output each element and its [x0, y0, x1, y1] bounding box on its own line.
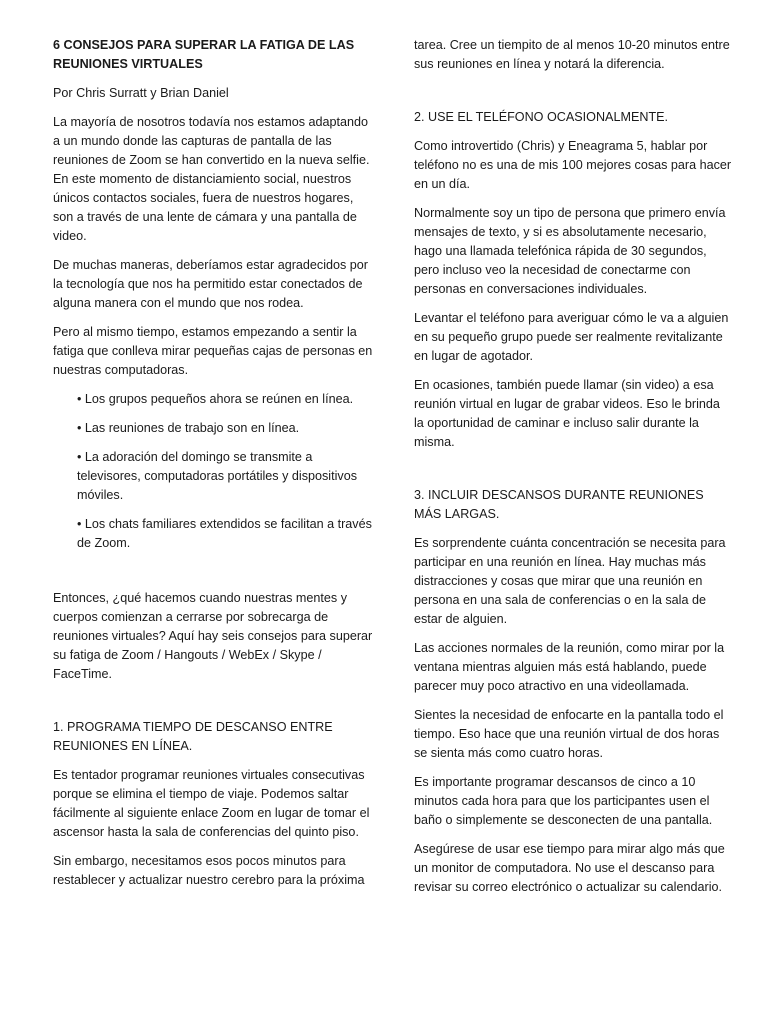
paragraph: Entonces, ¿qué hacemos cuando nuestras mentes y cuerpos comienzan a cerrarse por sobrecarga de reuniones virtuales? Aquí hay seis consejos para superar su fatiga de Zoom / Hangouts / WebEx / Skype / FaceTime.	[53, 591, 373, 681]
bullet-item: • La adoración del domingo se transmite a televisores, computadoras portátiles y dispositivos móviles.	[77, 450, 357, 502]
bullet-item: • Los chats familiares extendidos se facilitan a través de Zoom.	[77, 517, 372, 550]
paragraph: Pero al mismo tiempo, estamos empezando a sentir la fatiga que conlleva mirar pequeñas cajas de personas en nuestras computadoras.	[53, 325, 373, 377]
section-heading: 2. USE EL TELÉFONO OCASIONALMENTE.	[414, 110, 669, 124]
paragraph: Sientes la necesidad de enfocarte en la pantalla todo el tiempo. Eso hace que una reunión virtual de dos horas se sienta más como cuatro horas.	[414, 708, 724, 760]
paragraph: Normalmente soy un tipo de persona que primero envía mensajes de texto, y si es absolutamente necesario, hago una llamada telefónica rápida de 30 segundos, pero incluso veo la necesidad de conectarme con personas en conversaciones individuales.	[414, 206, 726, 296]
bullet-item: • Los grupos pequeños ahora se reúnen en línea.	[77, 392, 354, 406]
section-heading: 1. PROGRAMA TIEMPO DE DESCANSO ENTRE REUNIONES EN LÍNEA.	[53, 720, 333, 753]
paragraph-continuation: tarea. Cree un tiempito de al menos 10-20 minutos entre sus reuniones en línea y notará la diferencia.	[414, 38, 730, 71]
paragraph: Como introvertido (Chris) y Eneagrama 5, hablar por teléfono no es una de mis 100 mejores cosas para hacer en un día.	[414, 139, 732, 191]
section-heading: 3. INCLUIR DESCANSOS DURANTE REUNIONES MÁS LARGAS.	[414, 488, 704, 521]
right-column	[414, 36, 732, 897]
paragraph: Las acciones normales de la reunión, como mirar por la ventana mientras alguien más está hablando, puede parecer muy poco atractivo en una videollamada.	[414, 641, 725, 693]
paragraph: Asegúrese de usar ese tiempo para mirar algo más que un monitor de computadora. No use el descanso para revisar su correo electrónico o actualizar su calendario.	[414, 842, 725, 894]
paragraph: Sin embargo, necesitamos esos pocos minutos para restablecer y actualizar nuestro cerebro para la próxima	[53, 854, 365, 887]
paragraph: Es importante programar descansos de cinco a 10 minutos cada hora para que los participantes usen el baño o simplemente se desconecten de una pantalla.	[414, 775, 713, 827]
byline: Por Chris Surratt y Brian Daniel	[53, 86, 229, 100]
paragraph: Levantar el teléfono para averiguar cómo le va a alguien en su pequeño grupo puede ser realmente revitalizante en lugar de agotador.	[414, 311, 729, 363]
paragraph: La mayoría de nosotros todavía nos estamos adaptando a un mundo donde las capturas de pantalla de las reuniones de Zoom se han convertido en la nueva selfie. En este momento de distanciamiento social, nuestros únicos contactos sociales, fuera de nuestros hogares, son a través de una lente de cámara y una pantalla de video.	[53, 115, 370, 243]
paragraph: En ocasiones, también puede llamar (sin video) a esa reunión virtual en lugar de grabar videos. Eso le brinda la oportunidad de caminar e incluso salir durante la misma.	[414, 378, 720, 449]
left-column	[53, 36, 373, 890]
article-title: 6 CONSEJOS PARA SUPERAR LA FATIGA DE LAS REUNIONES VIRTUALES	[53, 38, 355, 71]
bullet-item: • Las reuniones de trabajo son en línea.	[77, 421, 300, 435]
paragraph: Es sorprendente cuánta concentración se necesita para participar en una reunión en línea. Hay muchas más distracciones y cosas que mirar que una reunión en persona en una sala de conferencias o en la sala de estar de alguien.	[414, 536, 726, 626]
paragraph: De muchas maneras, deberíamos estar agradecidos por la tecnología que nos ha permitido estar conectados de alguna manera con el mundo que nos rodea.	[53, 258, 369, 310]
paragraph: Es tentador programar reuniones virtuales consecutivas porque se elimina el tiempo de viaje. Podemos saltar fácilmente al siguiente enlace Zoom en lugar de tomar el ascensor hasta la sala de conferencias del quinto piso.	[53, 768, 370, 839]
